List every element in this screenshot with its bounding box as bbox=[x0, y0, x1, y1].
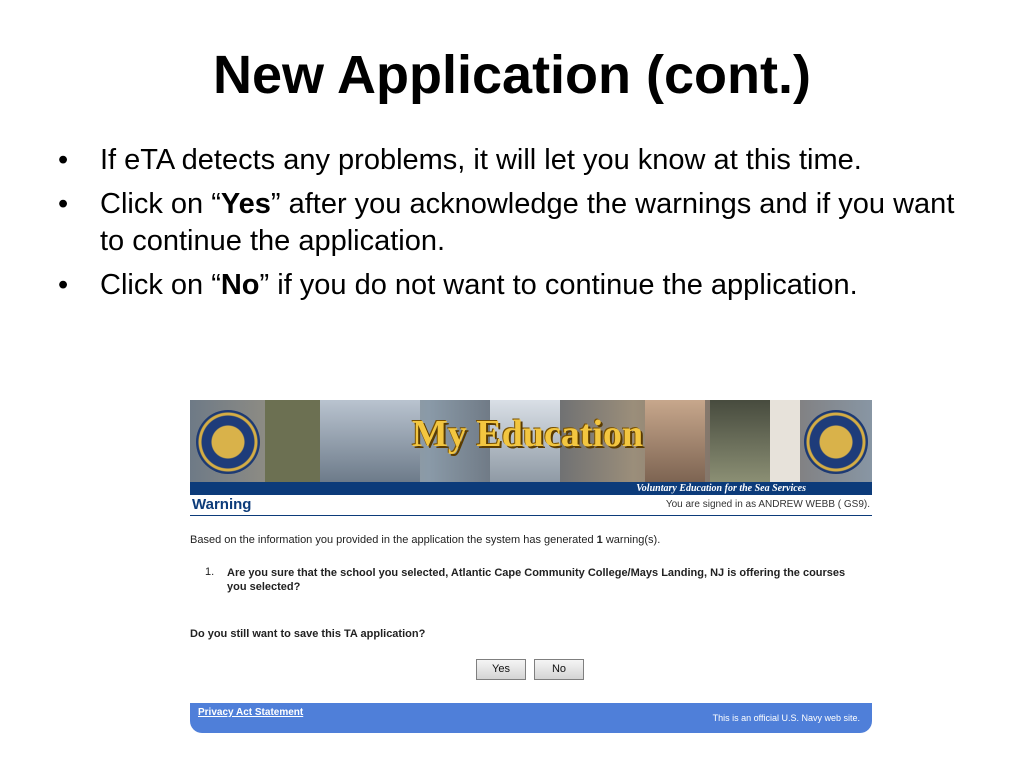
banner-photo bbox=[645, 400, 705, 482]
navy-emblem-seal-icon bbox=[196, 410, 260, 474]
banner-photo bbox=[320, 400, 420, 482]
bullet-text: ” after you acknowledge the warnings and if you want to continue the application. bbox=[100, 188, 955, 257]
footer-bar bbox=[190, 703, 872, 733]
bullet-emphasis: Yes bbox=[220, 188, 271, 220]
bullet-item bbox=[58, 186, 978, 260]
bullet-item bbox=[58, 142, 978, 179]
my-education-logo: My Education bbox=[412, 413, 644, 455]
tagline-bar: Voluntary Education for the Sea Services bbox=[190, 482, 872, 495]
bullet-text: Click on “ bbox=[100, 269, 221, 301]
navy-college-program-seal-icon bbox=[804, 410, 868, 474]
page-title: Warning bbox=[192, 496, 252, 513]
official-site-note: This is an official U.S. Navy web site. bbox=[712, 713, 860, 723]
warning-text: Are you sure that the school you selected, Atlantic Cape Community College/Mays Landing, NJ is offering the courses you selected? bbox=[227, 567, 846, 593]
banner-photo bbox=[710, 400, 770, 482]
bullet-text: If eTA detects any problems, it will let you know at this time. bbox=[100, 144, 862, 176]
bullet-emphasis: No bbox=[220, 269, 260, 301]
privacy-act-link[interactable]: Privacy Act Statement bbox=[198, 707, 304, 718]
bullet-text: Click on “ bbox=[100, 188, 221, 220]
divider bbox=[190, 515, 872, 516]
bullet-item bbox=[58, 267, 978, 304]
bullet-dot-icon: • bbox=[58, 144, 69, 176]
warning-summary bbox=[190, 534, 660, 546]
summary-suffix: warning(s). bbox=[605, 534, 661, 546]
banner-photo bbox=[770, 400, 800, 482]
bullet-dot-icon: • bbox=[58, 188, 69, 220]
banner-photo bbox=[265, 400, 320, 482]
warning-count: 1 bbox=[596, 534, 603, 546]
bullet-list bbox=[58, 142, 978, 311]
confirm-question: Do you still want to save this TA application? bbox=[190, 628, 426, 640]
no-button[interactable]: No bbox=[534, 659, 584, 680]
yes-button[interactable]: Yes bbox=[476, 659, 526, 680]
my-education-banner bbox=[190, 400, 872, 482]
summary-prefix: Based on the information you provided in the application the system has generated bbox=[190, 534, 594, 546]
warning-number: 1. bbox=[205, 566, 215, 578]
bullet-text: ” if you do not want to continue the application. bbox=[259, 269, 858, 301]
slide-title: New Application (cont.) bbox=[213, 45, 811, 105]
signed-in-status: You are signed in as ANDREW WEBB ( GS9). bbox=[665, 499, 870, 510]
eta-warning-screenshot bbox=[190, 400, 872, 733]
warning-list-item bbox=[205, 566, 865, 594]
bullet-dot-icon: • bbox=[58, 269, 69, 301]
